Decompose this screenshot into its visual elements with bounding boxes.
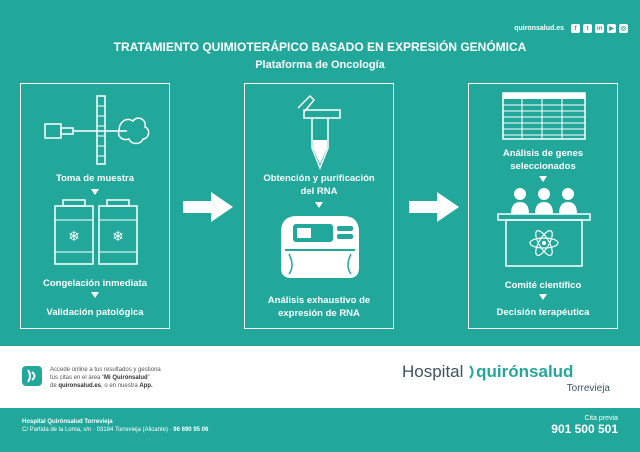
- down-arrow-icon: [315, 202, 323, 208]
- step-label: Decisión terapéutica: [496, 307, 590, 318]
- page-title: TRATAMIENTO QUIMIOTERÁPICO BASADO EN EXPRESIÓN GENÓMICA: [113, 40, 527, 54]
- logo-hospital: Hospital: [402, 362, 464, 381]
- mi-quironsalud-link[interactable]: Mi Quirónsalud: [104, 375, 148, 381]
- step-label: Análisis de genes: [502, 148, 584, 159]
- logo-mark-icon: [468, 364, 476, 378]
- freezer-icon: [51, 198, 141, 268]
- committee-icon: [494, 184, 594, 270]
- online-access-text: [50, 366, 210, 390]
- page-subtitle: Plataforma de Oncología: [255, 59, 385, 71]
- step-label: del RNA: [300, 186, 338, 197]
- instagram-icon[interactable]: ◎: [620, 26, 627, 32]
- down-arrow-icon: [539, 176, 547, 182]
- address-phone[interactable]: 96 690 95 06: [173, 427, 209, 433]
- biopsy-needle-icon: [41, 90, 151, 170]
- hospital-name: Hospital Quirónsalud Torrevieja: [22, 419, 113, 425]
- cita-phone[interactable]: 901 500 501: [551, 422, 618, 436]
- step-panel-2: [244, 83, 394, 329]
- sequencer-machine-icon: [275, 212, 365, 282]
- step-label: expresión de RNA: [278, 308, 360, 319]
- address-text: C/ Partida de la Loma, s/n · 03184 Torrevieja (Alicante) ·: [22, 427, 174, 433]
- step-label: Obtención y purificación: [263, 173, 375, 184]
- step-label: seleccionados: [510, 161, 576, 172]
- app-link[interactable]: App.: [139, 383, 153, 389]
- right-arrow-icon: [183, 192, 233, 222]
- step-label: Validación patológica: [46, 307, 144, 318]
- info-line: ”: [147, 375, 150, 381]
- twitter-icon[interactable]: t: [583, 24, 592, 33]
- hospital-logo: [402, 362, 573, 382]
- info-line: , o en nuestra: [101, 383, 140, 389]
- down-arrow-icon: [91, 189, 99, 195]
- facebook-icon[interactable]: f: [571, 24, 580, 33]
- gene-table-icon: [502, 92, 586, 140]
- step-panel-1: [20, 83, 170, 329]
- step-label: Análisis exhaustivo de: [267, 295, 371, 306]
- step-label: Congelación inmediata: [43, 278, 147, 289]
- cita-previa-label: Cita previa: [584, 415, 618, 422]
- linkedin-icon[interactable]: in: [596, 25, 603, 32]
- logo-city: Torrevieja: [566, 383, 610, 394]
- step-label: Comité científico: [504, 280, 582, 291]
- site-url[interactable]: quironsalud.es: [514, 25, 564, 32]
- info-line: tus citas en el área “: [50, 375, 105, 381]
- step-panel-3: [468, 83, 618, 329]
- logo-brand: quirónsalud: [476, 362, 574, 381]
- svg-text:❄: ❄: [68, 229, 80, 245]
- app-icon[interactable]: [22, 366, 42, 386]
- down-arrow-icon: [539, 294, 547, 300]
- svg-text:❄: ❄: [112, 229, 124, 245]
- hospital-address: [22, 427, 208, 433]
- top-bar: [514, 24, 628, 33]
- info-line: Accede online a tus resultados y gestiona: [50, 367, 161, 373]
- youtube-icon[interactable]: ▶: [607, 24, 616, 33]
- site-link[interactable]: quironsalud.es: [58, 383, 102, 389]
- info-line: de: [50, 383, 59, 389]
- test-tube-icon: [290, 90, 350, 170]
- down-arrow-icon: [91, 292, 99, 298]
- right-arrow-icon: [409, 192, 459, 222]
- step-label: Toma de muestra: [56, 173, 134, 184]
